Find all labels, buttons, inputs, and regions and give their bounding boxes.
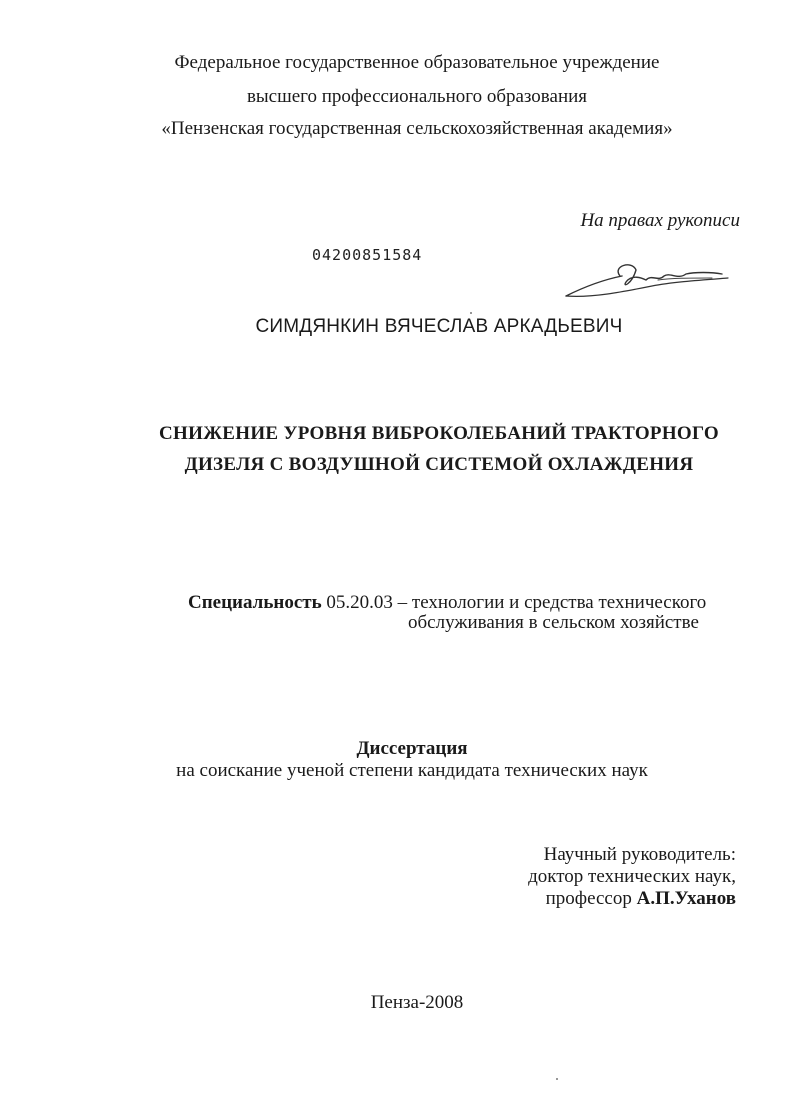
institution-line-2: высшего профессионального образования [246, 86, 588, 107]
manuscript-rights-note: На правах рукописи [580, 210, 740, 231]
city-year: Пенза-2008 [370, 992, 464, 1013]
dissertation-heading: Диссертация [356, 738, 468, 759]
supervisor-role: Научный руководитель: [543, 844, 736, 865]
author-name: СИМДЯНКИН ВЯЧЕСЛАВ АРКАДЬЕВИЧ [255, 316, 623, 337]
supervisor-rank: профессор [545, 888, 637, 909]
specialty-line-1 [188, 592, 706, 614]
supervisor-name: А.П.Уханов [636, 888, 736, 909]
specialty-line-2: обслуживания в сельском хозяйстве [408, 612, 699, 633]
signature-icon [562, 258, 732, 304]
supervisor-degree: доктор технических наук, [528, 866, 736, 887]
specialty-code: 05.20.03 – технологии и средства технического [321, 592, 707, 613]
thesis-title-line-1: СНИЖЕНИЕ УРОВНЯ ВИБРОКОЛЕБАНИЙ ТРАКТОРНОГО [159, 423, 719, 444]
supervisor-title [546, 888, 736, 910]
scan-speck [470, 312, 472, 314]
institution-line-3: «Пензенская государственная сельскохозяйственная академия» [161, 118, 673, 139]
dissertation-subtitle: на соискание ученой степени кандидата технических наук [176, 760, 648, 781]
specialty-label: Специальность [188, 592, 322, 613]
thesis-title-line-2: ДИЗЕЛЯ С ВОЗДУШНОЙ СИСТЕМОЙ ОХЛАЖДЕНИЯ [184, 454, 694, 475]
inventory-number: 04200851584 [312, 246, 423, 264]
institution-line-1: Федеральное государственное образовательное учреждение [174, 52, 660, 73]
scan-speck [556, 1078, 558, 1080]
